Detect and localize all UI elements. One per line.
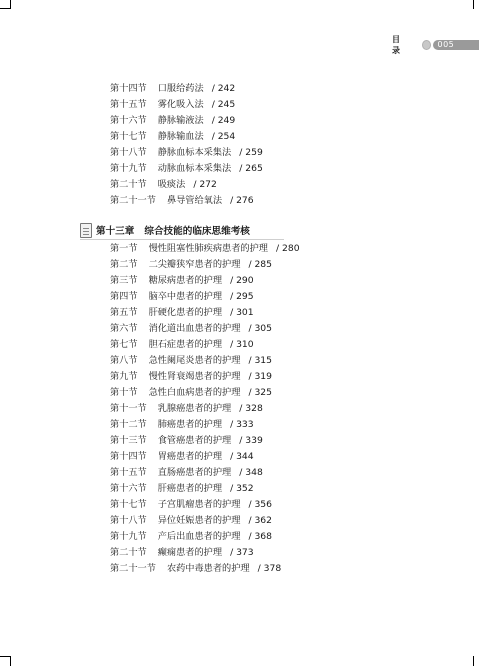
toc-entry[interactable] [110,321,300,337]
section-number: 第十五节 [110,467,147,478]
section-title: 雾化吸入法 [157,99,204,110]
page-ref: / 242 [211,83,236,94]
section-number: 第二十一节 [110,195,156,206]
chapter-rule [80,239,284,240]
toc-entry[interactable] [110,417,300,433]
section-number: 第二节 [110,259,138,270]
toc-entry[interactable] [110,385,300,401]
toc-entry[interactable] [110,289,300,305]
toc-section-list-1 [110,81,263,209]
section-title: 异位妊娠患者的护理 [157,515,241,526]
section-number: 第十七节 [110,499,147,510]
page-ref: / 356 [248,499,272,510]
section-number: 第十一节 [110,403,147,414]
toc-entry[interactable] [110,481,300,497]
page-ref: / 272 [193,179,217,190]
header-bar [458,40,479,50]
section-title: 肝硬化患者的护理 [148,307,223,318]
toc-entry[interactable] [110,369,300,385]
section-title: 产后出血患者的护理 [157,531,241,542]
toc-section-list-2 [110,241,300,577]
page-ref: / 280 [276,243,300,254]
page-ref: / 328 [239,403,263,414]
section-number: 第十六节 [110,483,147,494]
toc-entry[interactable] [110,561,300,577]
page-ref: / 249 [211,115,236,126]
section-number: 第二十节 [110,547,147,558]
toc-entry[interactable] [110,81,263,97]
section-title: 急性白血病患者的护理 [148,387,241,398]
section-number: 第四节 [110,291,138,302]
section-number: 第十六节 [110,115,147,126]
page-ref: / 378 [257,563,282,574]
section-number: 第十二节 [110,419,147,430]
section-title: 肝癌患者的护理 [157,483,223,494]
toc-entry[interactable] [110,305,300,321]
section-title: 鼻导管给氧法 [166,195,223,206]
page-ref: / 368 [248,531,272,542]
toc-entry[interactable] [110,465,300,481]
chapter-title: 综合技能的临床思维考核 [144,226,250,237]
crop-mark-bottom-left-v [10,656,11,666]
page-ref: / 245 [211,99,236,110]
section-title: 直肠癌患者的护理 [157,467,232,478]
toc-entry[interactable] [110,241,300,257]
page-ref: / 325 [248,387,272,398]
section-number: 第二十节 [110,179,147,190]
page-ref: / 348 [239,467,263,478]
section-title: 慢性阻塞性肺疾病患者的护理 [148,243,268,254]
section-number: 第十五节 [110,99,147,110]
toc-entry[interactable] [110,545,300,561]
page-ref: / 310 [230,339,254,350]
page-ref: / 276 [230,195,254,206]
chapter-number: 第十三章 [96,226,135,237]
toc-entry[interactable] [110,177,263,193]
page-ref: / 254 [211,131,236,142]
page-ref: / 259 [239,147,263,158]
section-title: 动脉血标本采集法 [157,163,232,174]
section-number: 第十节 [110,387,138,398]
section-number: 第二十一节 [110,563,156,574]
toc-entry[interactable] [110,113,263,129]
toc-entry[interactable] [110,513,300,529]
running-header [392,34,479,56]
section-number: 第十九节 [110,531,147,542]
toc-entry[interactable] [110,337,300,353]
section-number: 第十四节 [110,451,147,462]
page-ref: / 319 [248,371,272,382]
section-title: 静脉血标本采集法 [157,147,232,158]
crop-mark-bottom-right-v [473,656,474,666]
page-ref: / 305 [248,323,272,334]
toc-entry[interactable] [110,161,263,177]
section-number: 第九节 [110,371,138,382]
section-title: 慢性肾衰竭患者的护理 [148,371,241,382]
section-number: 第三节 [110,275,138,286]
section-title: 肺癌患者的护理 [157,419,223,430]
chapter-heading [80,221,250,239]
toc-entry[interactable] [110,433,300,449]
header-label: 目 录 [392,35,404,55]
page-ref: / 265 [239,163,263,174]
crop-mark-top-left-v [10,0,11,9]
section-title: 静脉输液法 [157,115,204,126]
section-number: 第十四节 [110,83,147,94]
toc-entry[interactable] [110,497,300,513]
page-ref: / 344 [230,451,254,462]
section-number: 第十七节 [110,131,147,142]
page-ref: / 333 [230,419,254,430]
toc-entry[interactable] [110,449,300,465]
page-ref: / 295 [230,291,254,302]
page-ref: / 352 [230,483,254,494]
toc-entry[interactable] [110,353,300,369]
section-title: 食管癌患者的护理 [157,435,232,446]
section-title: 农药中毒患者的护理 [166,563,250,574]
section-number: 第八节 [110,355,138,366]
page-number: 005 [433,40,459,50]
section-title: 胆石症患者的护理 [148,339,223,350]
section-title: 脑卒中患者的护理 [148,291,223,302]
toc-entry[interactable] [110,401,300,417]
page-ref: / 362 [248,515,272,526]
section-title: 口服给药法 [157,83,204,94]
section-number: 第十八节 [110,515,147,526]
toc-entry[interactable] [110,97,263,113]
section-title: 糖尿病患者的护理 [148,275,223,286]
section-title: 乳腺癌患者的护理 [157,403,232,414]
page-ref: / 301 [230,307,254,318]
section-title: 子宫肌瘤患者的护理 [157,499,241,510]
section-number: 第七节 [110,339,138,350]
section-title: 静脉输血法 [157,131,204,142]
header-circle-icon [422,40,431,50]
section-number: 第十三节 [110,435,147,446]
toc-entry[interactable] [110,529,300,545]
toc-entry[interactable] [110,273,300,289]
section-number: 第六节 [110,323,138,334]
section-number: 第十九节 [110,163,147,174]
crop-mark-top-right-v [473,0,474,9]
toc-entry[interactable] [110,193,263,209]
section-number: 第五节 [110,307,138,318]
section-number: 第十八节 [110,147,147,158]
page-ref: / 373 [230,547,254,558]
page-ref: / 315 [248,355,272,366]
page-ref: / 285 [248,259,272,270]
book-icon [80,223,92,238]
toc-entry[interactable] [110,257,300,273]
section-title: 胃癌患者的护理 [157,451,223,462]
toc-entry[interactable] [110,129,263,145]
section-number: 第一节 [110,243,138,254]
toc-entry[interactable] [110,145,263,161]
section-title: 二尖瓣狭窄患者的护理 [148,259,241,270]
section-title: 癫痫患者的护理 [157,547,223,558]
section-title: 消化道出血患者的护理 [148,323,241,334]
section-title: 吸痰法 [157,179,186,190]
page-ref: / 290 [230,275,254,286]
section-title: 急性阑尾炎患者的护理 [148,355,241,366]
page-ref: / 339 [239,435,263,446]
